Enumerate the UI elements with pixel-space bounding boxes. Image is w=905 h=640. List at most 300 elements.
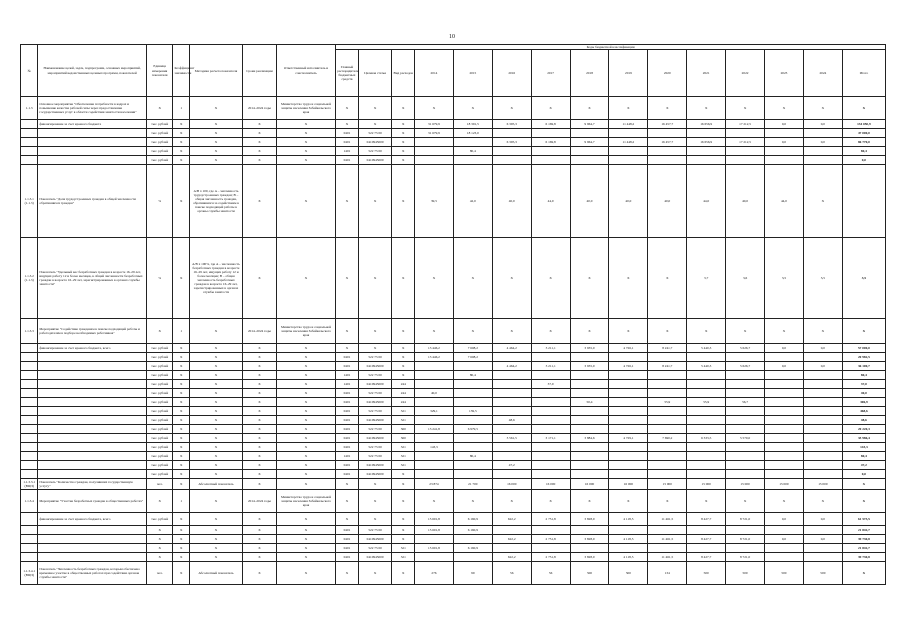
header-code-1: Целевая статья — [358, 50, 392, 97]
row-method: X — [189, 129, 242, 138]
header-year: 2020 — [648, 50, 687, 97]
row-name — [38, 535, 146, 544]
row-term: X — [243, 362, 277, 371]
header-method: Методика расчета показателя — [189, 45, 242, 97]
row-value — [726, 353, 765, 362]
header-year: 2023 — [765, 50, 804, 97]
row-value: X — [765, 97, 804, 120]
row-value: X — [531, 238, 570, 319]
row-value: 3,5 — [803, 238, 842, 319]
row-resp: X — [276, 526, 335, 535]
row-value: 7 690,2 — [648, 434, 687, 443]
row-value — [570, 443, 609, 452]
row-term: 2014–2024 годы — [243, 319, 277, 344]
table-row — [21, 479, 886, 490]
page-number: 10 — [449, 34, 455, 40]
row-value: X — [648, 97, 687, 120]
row-value: 16 000 — [570, 479, 609, 490]
row-value: 321 — [392, 461, 415, 470]
row-value: 15 000 — [803, 479, 842, 490]
row-number — [21, 416, 38, 425]
row-value: 500 — [726, 562, 765, 585]
row-value: X — [336, 490, 359, 513]
row-number — [21, 407, 38, 416]
row-number — [21, 120, 38, 129]
row-value: 0401 — [336, 362, 359, 371]
row-value — [492, 371, 531, 380]
row-value — [570, 425, 609, 434]
row-term: X — [243, 238, 277, 319]
row-value: 3 828,0 — [570, 513, 609, 526]
row-value: 0410945000 — [358, 434, 392, 443]
row-value: 622,2 — [492, 553, 531, 562]
row-value: 360 — [392, 425, 415, 434]
row-coef: X — [173, 398, 189, 407]
row-name — [38, 425, 146, 434]
row-value — [570, 156, 609, 165]
row-value — [726, 389, 765, 398]
row-total: 36 100,7 — [842, 362, 885, 371]
row-value: X — [453, 238, 492, 319]
row-value: 6 333,5 — [687, 434, 726, 443]
row-method: X — [189, 398, 242, 407]
row-value: X — [803, 319, 842, 344]
table-row — [21, 416, 886, 425]
row-value: X — [453, 319, 492, 344]
row-value: X — [648, 238, 687, 319]
row-value — [609, 461, 648, 470]
row-value — [609, 156, 648, 165]
row-value: X — [392, 513, 415, 526]
row-unit: тыс. рублей — [146, 443, 173, 452]
row-value — [609, 129, 648, 138]
table-row — [21, 443, 886, 452]
row-total: 40,0 — [842, 389, 885, 398]
row-value: 0410945000 — [358, 535, 392, 544]
row-value — [492, 147, 531, 156]
row-unit: тыс. рублей — [146, 407, 173, 416]
row-value: 40,0 — [415, 389, 454, 398]
row-value: 276 — [415, 562, 454, 585]
row-value — [687, 470, 726, 479]
row-value: X — [609, 97, 648, 120]
row-value: 522 75 00 — [358, 407, 392, 416]
row-value: 321 — [392, 452, 415, 461]
row-value — [726, 425, 765, 434]
row-value — [492, 526, 531, 535]
program-table-sheet — [20, 44, 886, 640]
row-value — [492, 129, 531, 138]
row-value — [687, 443, 726, 452]
row-resp: X — [276, 535, 335, 544]
row-value — [531, 416, 570, 425]
row-value — [570, 526, 609, 535]
row-value: 9 964,7 — [570, 138, 609, 147]
row-coef: 1 — [173, 319, 189, 344]
row-value — [570, 470, 609, 479]
row-unit: тыс. рублей — [146, 434, 173, 443]
table-row — [21, 147, 886, 156]
row-value — [687, 129, 726, 138]
row-resp: X — [276, 425, 335, 434]
row-coef: X — [173, 479, 189, 490]
row-coef: X — [173, 443, 189, 452]
row-resp: X — [276, 398, 335, 407]
row-method: X — [189, 147, 242, 156]
row-value: X — [648, 319, 687, 344]
table-row — [21, 526, 886, 535]
row-method: X — [189, 97, 242, 120]
row-method: X — [189, 371, 242, 380]
row-value — [726, 470, 765, 479]
row-value: X — [531, 97, 570, 120]
header-code-0: Главный распорядитель бюджетных средств — [336, 50, 359, 97]
row-value: X — [492, 238, 531, 319]
row-value — [765, 544, 804, 553]
header-code-2: Вид расходов — [392, 50, 415, 97]
row-value — [687, 371, 726, 380]
row-value: X — [492, 319, 531, 344]
row-value: 80,4 — [453, 147, 492, 156]
row-value: 11 461,5 — [648, 535, 687, 544]
row-total: 47 000,0 — [842, 129, 885, 138]
row-value — [415, 138, 454, 147]
row-value: 3 211,1 — [531, 362, 570, 371]
header-term: Сроки реализации — [243, 45, 277, 97]
row-value — [415, 535, 454, 544]
row-name: финансирование за счет краевого бюджета — [38, 120, 146, 129]
row-method: X — [189, 461, 242, 470]
row-value: X — [392, 535, 415, 544]
row-term: 2014–2024 годы — [243, 97, 277, 120]
header-no: № — [21, 45, 38, 97]
row-method: X — [189, 490, 242, 513]
row-value — [531, 129, 570, 138]
row-unit: чел. — [146, 562, 173, 585]
row-coef: X — [173, 526, 189, 535]
row-term: X — [243, 380, 277, 389]
row-value: 0401 — [336, 416, 359, 425]
row-value: 0,0 — [765, 362, 804, 371]
row-value: X — [453, 490, 492, 513]
row-total: 21 842,7 — [842, 526, 885, 535]
row-unit: тыс. рублей — [146, 138, 173, 147]
row-value: X — [392, 238, 415, 319]
row-resp: X — [276, 147, 335, 156]
row-name — [38, 129, 146, 138]
row-total: 134 050,9 — [842, 120, 885, 129]
row-coef: X — [173, 461, 189, 470]
row-value: 0,0 — [765, 535, 804, 544]
program-table — [20, 44, 886, 585]
row-term: X — [243, 513, 277, 526]
row-value: X — [726, 490, 765, 513]
row-name — [38, 138, 146, 147]
row-total: 468,6 — [842, 407, 885, 416]
row-value: 4 118,5 — [609, 553, 648, 562]
row-value: 8 721,0 — [726, 553, 765, 562]
row-number — [21, 452, 38, 461]
row-value: X — [492, 97, 531, 120]
row-value — [609, 371, 648, 380]
row-value: 500 — [803, 562, 842, 585]
row-coef: X — [173, 238, 189, 319]
row-value — [531, 544, 570, 553]
row-value: 11 448,2 — [609, 120, 648, 129]
row-value: X — [336, 238, 359, 319]
row-value — [765, 526, 804, 535]
row-value: 0410945000 — [358, 138, 392, 147]
row-value: 42,0 — [453, 165, 492, 238]
row-value: X — [336, 165, 359, 238]
row-value: X — [392, 165, 415, 238]
row-method: X — [189, 319, 242, 344]
row-value — [648, 443, 687, 452]
row-method: X — [189, 156, 242, 165]
row-coef: X — [173, 353, 189, 362]
row-value — [492, 353, 531, 362]
row-resp: X — [276, 238, 335, 319]
row-value — [415, 371, 454, 380]
row-value: X — [358, 513, 392, 526]
row-value: 0,0 — [765, 344, 804, 353]
row-name: Показатель "Доля трудоустроенных граждан в общей численности обратившихся граждан" — [38, 165, 146, 238]
row-value: 0,0 — [803, 120, 842, 129]
row-value: 6 160,9 — [453, 526, 492, 535]
row-value: 3 561,5 — [492, 434, 531, 443]
row-value — [609, 443, 648, 452]
row-value: X — [726, 319, 765, 344]
row-number — [21, 535, 38, 544]
row-value: 8 721,0 — [726, 513, 765, 526]
row-value: 0410945000 — [358, 553, 392, 562]
row-value — [648, 129, 687, 138]
row-resp: X — [276, 165, 335, 238]
row-name — [38, 470, 146, 479]
row-value — [726, 526, 765, 535]
row-value — [609, 380, 648, 389]
row-term: X — [243, 562, 277, 585]
row-value: 0,0 — [803, 513, 842, 526]
row-value — [415, 147, 454, 156]
row-method: X — [189, 425, 242, 434]
row-value: X — [336, 513, 359, 526]
row-value: 0401 — [336, 353, 359, 362]
row-value — [570, 380, 609, 389]
row-coef: X — [173, 344, 189, 353]
row-value — [531, 407, 570, 416]
row-value: 143,3 — [415, 443, 454, 452]
row-value — [648, 452, 687, 461]
row-resp: X — [276, 470, 335, 479]
row-value — [531, 371, 570, 380]
row-value — [765, 452, 804, 461]
row-value: X — [392, 526, 415, 535]
row-name — [38, 544, 146, 553]
row-term: X — [243, 138, 277, 147]
row-value — [531, 425, 570, 434]
row-value: 0401 — [336, 443, 359, 452]
row-value: 99 — [453, 562, 492, 585]
row-term: X — [243, 443, 277, 452]
row-number: 1.1.3.3.1 (ВЦП) — [21, 479, 38, 490]
table-row — [21, 513, 886, 526]
row-value: 244 — [392, 398, 415, 407]
row-value: 31 679,9 — [415, 129, 454, 138]
row-number — [21, 461, 38, 470]
row-method: X — [189, 526, 242, 535]
row-value — [765, 425, 804, 434]
row-term: X — [243, 147, 277, 156]
row-value: 500 — [765, 562, 804, 585]
row-value: 3 828,0 — [570, 535, 609, 544]
row-coef: X — [173, 129, 189, 138]
row-value — [765, 398, 804, 407]
row-value: 40,0 — [648, 165, 687, 238]
row-value: X — [803, 490, 842, 513]
row-term: X — [243, 526, 277, 535]
table-row — [21, 407, 886, 416]
row-value: X — [392, 353, 415, 362]
row-name — [38, 407, 146, 416]
row-value: 321 — [392, 553, 415, 562]
row-value: X — [336, 97, 359, 120]
row-value — [415, 156, 454, 165]
table-row — [21, 120, 886, 129]
row-value: 3 935,0 — [570, 344, 609, 353]
row-value: X — [336, 120, 359, 129]
row-value: 5 626,7 — [726, 344, 765, 353]
row-value — [570, 452, 609, 461]
row-value: 21 700 — [453, 479, 492, 490]
row-unit: тыс. рублей — [146, 362, 173, 371]
row-method: X — [189, 389, 242, 398]
row-value — [803, 389, 842, 398]
row-value: 522 75 00 — [358, 147, 392, 156]
row-value: 40,0 — [609, 165, 648, 238]
row-value: 4 464,2 — [492, 362, 531, 371]
row-value: X — [358, 562, 392, 585]
row-number — [21, 553, 38, 562]
row-value — [415, 416, 454, 425]
row-value: 80,4 — [453, 452, 492, 461]
row-value — [803, 380, 842, 389]
row-value — [687, 544, 726, 553]
row-value: X — [392, 371, 415, 380]
row-coef: X — [173, 138, 189, 147]
row-coef: X — [173, 535, 189, 544]
row-value: 500 — [609, 562, 648, 585]
row-value: 0410945000 — [358, 380, 392, 389]
row-name: Мероприятие "Участие безработных граждан в общественных работах" — [38, 490, 146, 513]
row-value: 11 448,2 — [609, 138, 648, 147]
table-row — [21, 344, 886, 353]
row-value — [687, 156, 726, 165]
row-coef: 1 — [173, 97, 189, 120]
row-total: X — [842, 319, 885, 344]
row-resp: X — [276, 513, 335, 526]
row-value: 2 751,8 — [531, 513, 570, 526]
row-value — [415, 461, 454, 470]
row-value — [765, 443, 804, 452]
row-resp: X — [276, 407, 335, 416]
row-value: 15 601,8 — [415, 513, 454, 526]
row-value — [570, 389, 609, 398]
table-row — [21, 553, 886, 562]
row-value: 15 000 — [648, 479, 687, 490]
row-resp: X — [276, 544, 335, 553]
row-value — [453, 380, 492, 389]
row-coef: X — [173, 513, 189, 526]
row-value: 0401 — [336, 535, 359, 544]
row-unit: тыс. рублей — [146, 416, 173, 425]
row-value — [687, 407, 726, 416]
row-total: 57 000,0 — [842, 344, 885, 353]
row-value: 3 828,0 — [570, 553, 609, 562]
row-value — [726, 371, 765, 380]
row-value — [765, 553, 804, 562]
row-value: X — [392, 479, 415, 490]
row-value: 50,4 — [570, 398, 609, 407]
row-value: X — [358, 319, 392, 344]
row-value: 11 461,5 — [648, 553, 687, 562]
row-number — [21, 513, 38, 526]
row-name: Показатель "Количество граждан, получивших государственную услугу" — [38, 479, 146, 490]
row-number: 1.1.3 — [21, 97, 38, 120]
row-value: 0,0 — [803, 535, 842, 544]
row-value: 0410945000 — [358, 461, 392, 470]
row-value — [726, 452, 765, 461]
row-value: 0410945000 — [358, 470, 392, 479]
row-value: X — [392, 147, 415, 156]
row-value — [609, 398, 648, 407]
row-value: 40,0 — [492, 165, 531, 238]
row-total: 80,4 — [842, 371, 885, 380]
row-value: 522 75 00 — [358, 129, 392, 138]
row-name — [38, 398, 146, 407]
row-value — [803, 526, 842, 535]
header-year: 2018 — [570, 50, 609, 97]
row-value: X — [392, 138, 415, 147]
row-value — [803, 416, 842, 425]
header-total: Итого — [842, 50, 885, 97]
row-value: 0,0 — [765, 138, 804, 147]
row-unit: тыс. рублей — [146, 147, 173, 156]
row-value — [415, 452, 454, 461]
row-value: 16 656,9 — [687, 120, 726, 129]
row-value — [453, 434, 492, 443]
row-name — [38, 416, 146, 425]
row-unit: X — [146, 319, 173, 344]
row-value — [609, 526, 648, 535]
row-value: X — [531, 490, 570, 513]
row-method: X — [189, 407, 242, 416]
row-value — [609, 389, 648, 398]
row-value — [531, 452, 570, 461]
row-unit: X — [146, 544, 173, 553]
row-value: X — [392, 319, 415, 344]
row-term: X — [243, 452, 277, 461]
row-coef: X — [173, 389, 189, 398]
table-row — [21, 129, 886, 138]
row-value: 4 726,1 — [609, 344, 648, 353]
row-number — [21, 398, 38, 407]
row-value: 15 601,8 — [415, 526, 454, 535]
row-value — [453, 362, 492, 371]
row-value — [531, 398, 570, 407]
row-value: X — [765, 490, 804, 513]
row-value: 55,9 — [687, 398, 726, 407]
